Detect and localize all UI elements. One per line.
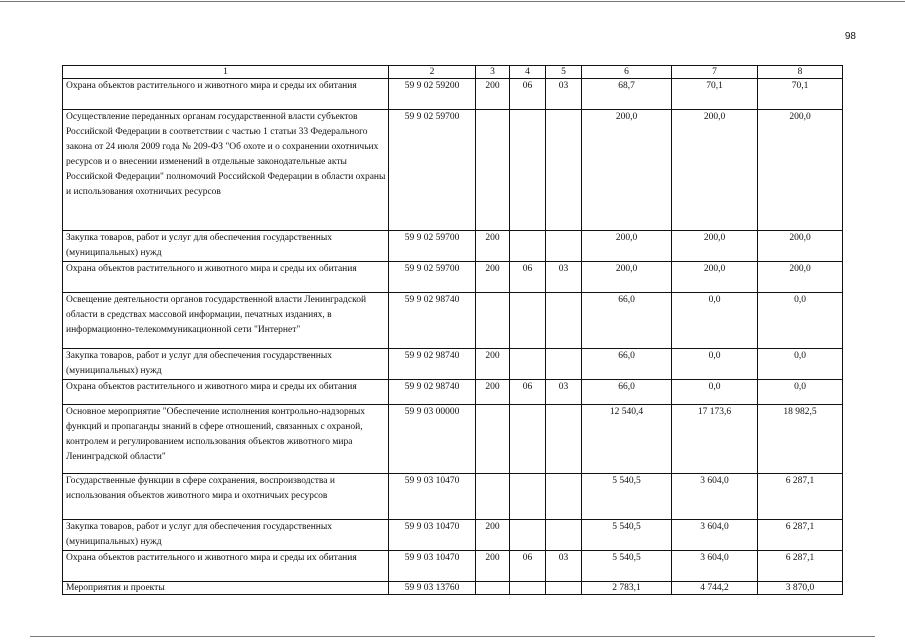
row-col4-cell <box>510 405 546 474</box>
row-col7-cell: 0,0 <box>672 380 758 405</box>
row-col7-cell: 200,0 <box>672 231 758 262</box>
row-code-cell: 59 9 02 98740 <box>389 293 476 349</box>
row-code-cell: 59 9 03 10470 <box>389 520 476 551</box>
row-col4-cell <box>510 582 546 595</box>
row-name-cell: Охрана объектов растительного и животного мира и среды их обитания <box>63 79 389 110</box>
row-col8-cell: 3 870,0 <box>758 582 843 595</box>
row-col5-cell <box>546 405 582 474</box>
row-col5-cell <box>546 231 582 262</box>
row-col8-cell: 200,0 <box>758 262 843 293</box>
row-col8-cell: 6 287,1 <box>758 474 843 520</box>
row-col3-cell: 200 <box>476 262 510 293</box>
row-col3-cell: 200 <box>476 79 510 110</box>
row-col5-cell <box>546 582 582 595</box>
row-col5-cell <box>546 520 582 551</box>
row-name-cell: Охрана объектов растительного и животного мира и среды их обитания <box>63 262 389 293</box>
row-col5-cell <box>546 474 582 520</box>
row-col3-cell <box>476 405 510 474</box>
table-body <box>63 66 843 595</box>
header-cell: 8 <box>758 66 843 79</box>
table-row <box>63 262 843 293</box>
row-col7-cell: 3 604,0 <box>672 551 758 582</box>
row-col8-cell: 6 287,1 <box>758 551 843 582</box>
row-col7-cell: 4 744,2 <box>672 582 758 595</box>
header-cell: 5 <box>546 66 582 79</box>
header-cell: 1 <box>63 66 389 79</box>
row-col6-cell: 12 540,4 <box>582 405 672 474</box>
header-cell: 3 <box>476 66 510 79</box>
row-col5-cell: 03 <box>546 262 582 293</box>
row-name-cell: Охрана объектов растительного и животного мира и среды их обитания <box>63 551 389 582</box>
row-col4-cell <box>510 349 546 380</box>
row-code-cell: 59 9 03 00000 <box>389 405 476 474</box>
row-col7-cell: 70,1 <box>672 79 758 110</box>
row-col7-cell: 3 604,0 <box>672 474 758 520</box>
row-col4-cell: 06 <box>510 380 546 405</box>
table-row <box>63 474 843 520</box>
row-code-cell: 59 9 03 10470 <box>389 474 476 520</box>
row-col8-cell: 0,0 <box>758 380 843 405</box>
row-col4-cell <box>510 231 546 262</box>
row-col5-cell: 03 <box>546 79 582 110</box>
table-row <box>63 551 843 582</box>
row-col6-cell: 66,0 <box>582 349 672 380</box>
table-row <box>63 380 843 405</box>
table-row <box>63 520 843 551</box>
row-col6-cell: 2 783,1 <box>582 582 672 595</box>
row-col6-cell: 200,0 <box>582 110 672 231</box>
header-cell: 4 <box>510 66 546 79</box>
row-name-cell: Основное мероприятие "Обеспечение исполнения контрольно-надзорных функций и пропаганды знаний в сфере отношений, связанных с охраной, контролем и регулированием использования объектов животного мира Ленинградской области" <box>63 405 389 474</box>
row-col6-cell: 68,7 <box>582 79 672 110</box>
row-col8-cell: 200,0 <box>758 110 843 231</box>
row-col8-cell: 6 287,1 <box>758 520 843 551</box>
row-code-cell: 59 9 02 59700 <box>389 262 476 293</box>
header-cell: 2 <box>389 66 476 79</box>
header-cell: 6 <box>582 66 672 79</box>
row-col4-cell: 06 <box>510 79 546 110</box>
page-number: 98 <box>844 31 856 42</box>
row-col5-cell: 03 <box>546 380 582 405</box>
row-code-cell: 59 9 02 59700 <box>389 110 476 231</box>
row-col6-cell: 66,0 <box>582 380 672 405</box>
row-col6-cell: 66,0 <box>582 293 672 349</box>
row-col8-cell: 18 982,5 <box>758 405 843 474</box>
row-col6-cell: 5 540,5 <box>582 474 672 520</box>
row-name-cell: Закупка товаров, работ и услуг для обеспечения государственных (муниципальных) нужд <box>63 231 389 262</box>
row-col5-cell: 03 <box>546 551 582 582</box>
table-row <box>63 231 843 262</box>
row-col3-cell <box>476 582 510 595</box>
row-code-cell: 59 9 02 59200 <box>389 79 476 110</box>
row-col6-cell: 5 540,5 <box>582 551 672 582</box>
row-code-cell: 59 9 02 98740 <box>389 349 476 380</box>
row-col4-cell <box>510 474 546 520</box>
row-col7-cell: 0,0 <box>672 293 758 349</box>
row-col6-cell: 5 540,5 <box>582 520 672 551</box>
row-col8-cell: 0,0 <box>758 293 843 349</box>
scan-edge-bottom <box>30 636 875 637</box>
row-col5-cell <box>546 293 582 349</box>
row-col7-cell: 3 604,0 <box>672 520 758 551</box>
row-col4-cell: 06 <box>510 551 546 582</box>
row-col5-cell <box>546 349 582 380</box>
row-name-cell: Мероприятия и проекты <box>63 582 389 595</box>
table-row <box>63 110 843 231</box>
row-col3-cell <box>476 110 510 231</box>
row-name-cell: Закупка товаров, работ и услуг для обеспечения государственных (муниципальных) нужд <box>63 349 389 380</box>
row-col7-cell: 0,0 <box>672 349 758 380</box>
row-col3-cell <box>476 474 510 520</box>
header-cell: 7 <box>672 66 758 79</box>
row-col8-cell: 200,0 <box>758 231 843 262</box>
row-col6-cell: 200,0 <box>582 231 672 262</box>
table-row <box>63 582 843 595</box>
table-row <box>63 349 843 380</box>
row-col6-cell: 200,0 <box>582 262 672 293</box>
row-name-cell: Осуществление переданных органам государственной власти субъектов Российской Федерации в соответствии с частью 1 статьи 33 Федерального закона от 24 июля 2009 года № 209-ФЗ "Об охоте и о сохранении охотничьих ресурсов и о внесении изменений в отдельные законодательные акты Российской Федерации" полномочий Российской Федерации в области охраны и использования охотничьих ресурсов <box>63 110 389 231</box>
table-row <box>63 79 843 110</box>
row-name-cell: Государственные функции в сфере сохранения, воспроизводства и использования объектов животного мира и охотничьих ресурсов <box>63 474 389 520</box>
row-col7-cell: 200,0 <box>672 110 758 231</box>
row-col3-cell: 200 <box>476 349 510 380</box>
row-code-cell: 59 9 03 13760 <box>389 582 476 595</box>
row-col4-cell <box>510 520 546 551</box>
row-name-cell: Закупка товаров, работ и услуг для обеспечения государственных (муниципальных) нужд <box>63 520 389 551</box>
row-col5-cell <box>546 110 582 231</box>
row-col3-cell: 200 <box>476 231 510 262</box>
row-col7-cell: 17 173,6 <box>672 405 758 474</box>
table-row <box>63 293 843 349</box>
table-row <box>63 405 843 474</box>
row-name-cell: Охрана объектов растительного и животного мира и среды их обитания <box>63 380 389 405</box>
row-code-cell: 59 9 02 98740 <box>389 380 476 405</box>
row-col7-cell: 200,0 <box>672 262 758 293</box>
header-row <box>63 66 843 79</box>
row-col3-cell <box>476 293 510 349</box>
budget-table <box>62 65 843 595</box>
row-col4-cell: 06 <box>510 262 546 293</box>
row-col3-cell: 200 <box>476 551 510 582</box>
row-col8-cell: 0,0 <box>758 349 843 380</box>
row-col3-cell: 200 <box>476 380 510 405</box>
row-col4-cell <box>510 293 546 349</box>
row-name-cell: Освещение деятельности органов государственной власти Ленинградской области в средствах массовой информации, печатных изданиях, в информационно-телекоммуникационной сети "Интернет" <box>63 293 389 349</box>
scan-edge-top <box>0 1 905 2</box>
row-col4-cell <box>510 110 546 231</box>
row-code-cell: 59 9 03 10470 <box>389 551 476 582</box>
row-col3-cell: 200 <box>476 520 510 551</box>
row-col8-cell: 70,1 <box>758 79 843 110</box>
row-code-cell: 59 9 02 59700 <box>389 231 476 262</box>
